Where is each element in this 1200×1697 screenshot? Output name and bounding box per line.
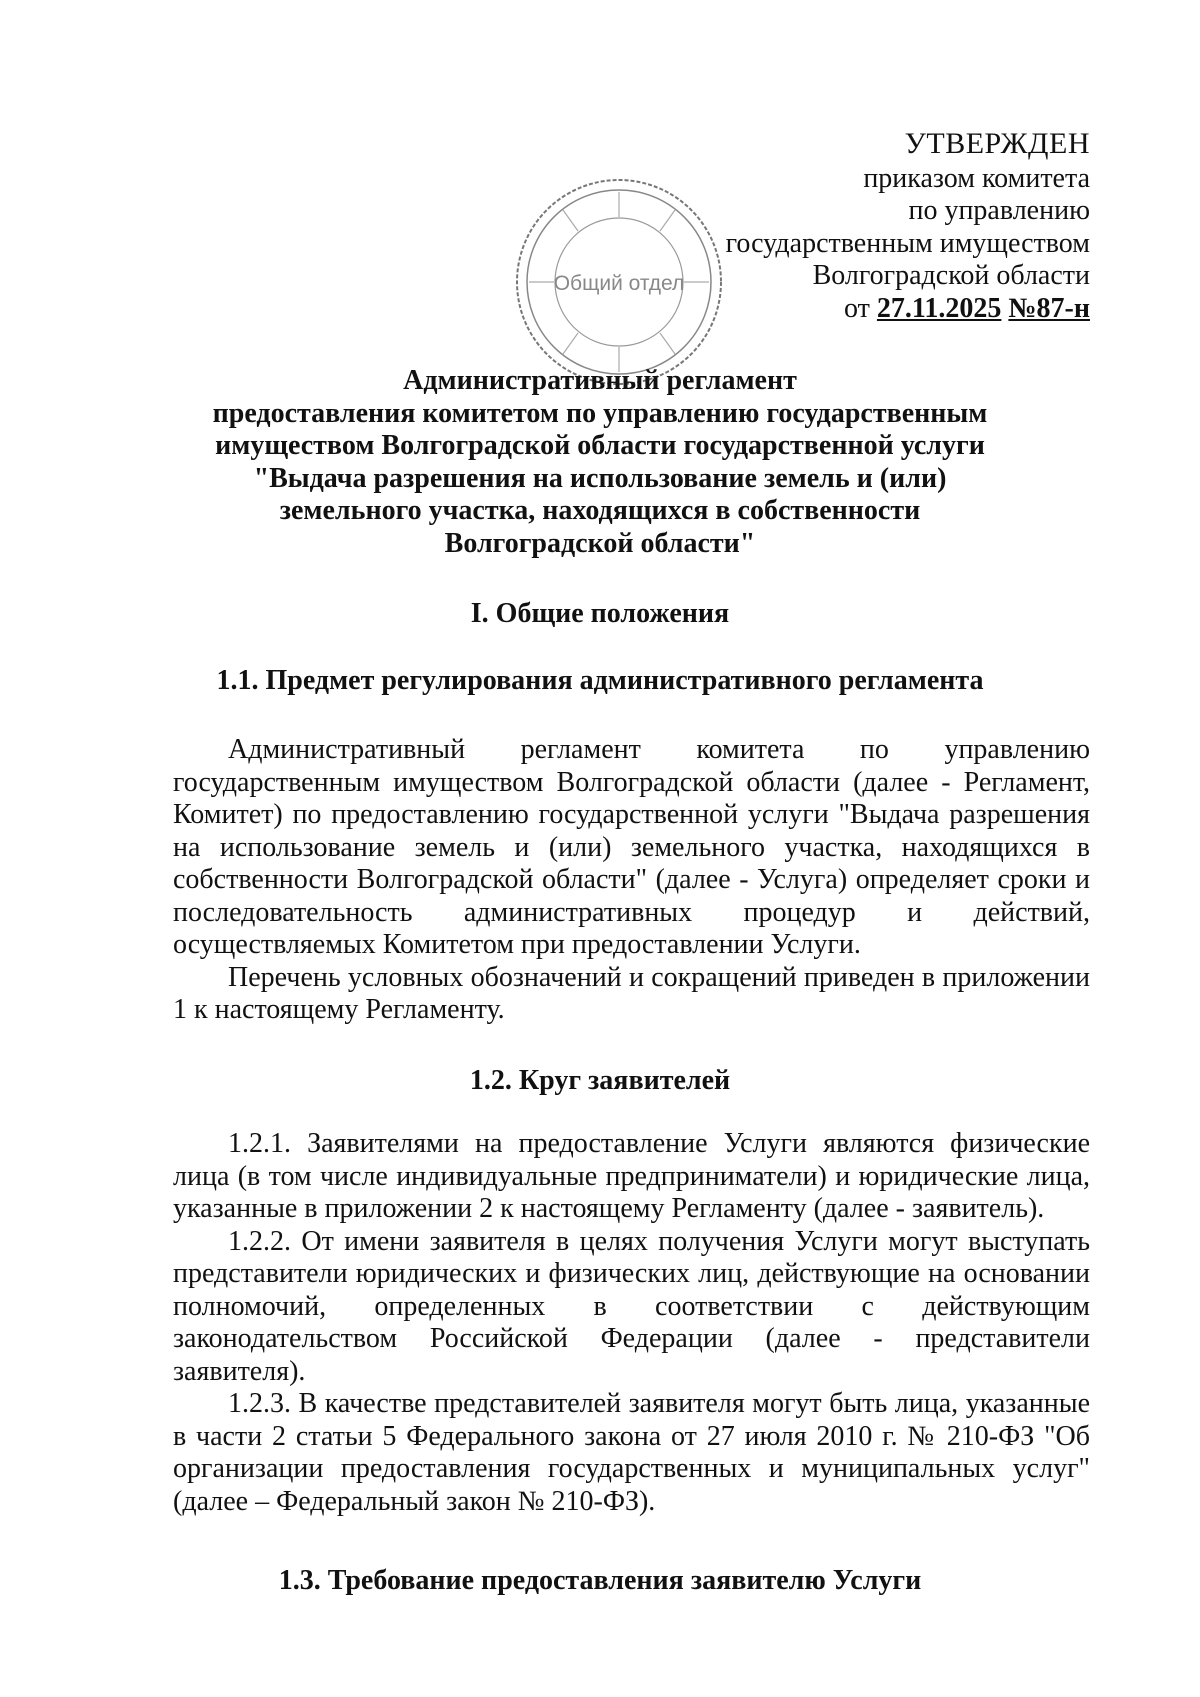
section-1-1-body (173, 734, 1090, 1027)
order-from-label: от (844, 292, 870, 324)
title-line: "Выдача разрешения на использование земель и (или) (253, 462, 947, 494)
order-line (726, 293, 1090, 326)
title-line: Административный регламент (403, 365, 797, 396)
section-heading-1: I. Общие положения (470, 598, 730, 629)
paragraph: Административный регламент комитета по управлению государственным имуществом Волгоградской области (далее - Регламент, Комитет) по предоставлению государственной услуги "Выдача разрешения на использование земель и (или) земельного участка, находящихся в собственности Волгоградской области" (далее - Услуга) определяет сроки и последовательность административных процедур и действий, осуществляемых Комитетом при предоставлении Услуги. (173, 734, 1090, 960)
order-number: 87-н (1036, 292, 1090, 324)
title-line: предоставления комитетом по управлению государственным (212, 397, 988, 429)
approval-line: по управлению (908, 195, 1090, 226)
approval-line: Волгоградской области (812, 260, 1090, 291)
paragraph: Перечень условных обозначений и сокращений приведен в приложении 1 к настоящему Регламенту. (173, 961, 1090, 1025)
approval-line: приказом комитета (863, 162, 1090, 194)
title-line: имуществом Волгоградской области государственной услуги (215, 430, 985, 461)
seal-stamp-icon (512, 175, 727, 390)
document-title (180, 365, 1020, 560)
section-heading-1-1: 1.1. Предмет регулирования административного регламента (216, 665, 984, 696)
stamp-center-text: Общий отдел (553, 272, 685, 295)
approval-line: государственным имуществом (725, 227, 1090, 259)
title-line: Волгоградской области" (444, 527, 756, 559)
section-heading-1-2: 1.2. Круг заявителей (469, 1065, 731, 1096)
paragraph: 1.2.2. От имени заявителя в целях получения Услуги могут выступать представители юридических и физических лиц, действующие на основании полномочий, определенных в соответствии с действующим законодательством Российской Федерации (далее - представители заявителя). (173, 1225, 1090, 1387)
section-heading-1-3: 1.3. Требование предоставления заявителю Услуги (278, 1565, 922, 1596)
approval-block (726, 128, 1090, 325)
paragraph: 1.2.1. Заявителями на предоставление Услуги являются физические лица (в том числе индивидуальные предприниматели) и юридические лица, указанные в приложении 2 к настоящему Регламенту (далее - заявитель). (173, 1128, 1090, 1224)
title-line: земельного участка, находящихся в собственности (279, 495, 921, 526)
order-date: 27.11.2025 (876, 292, 1002, 324)
section-1-2-body (173, 1128, 1090, 1518)
order-number-label: № (1008, 292, 1037, 324)
paragraph: 1.2.3. В качестве представителей заявителя могут быть лица, указанные в части 2 статьи 5 Федерального закона от 27 июля 2010 г. № 210-ФЗ "Об организации предоставления государственных и муниципальных услуг" (далее – Федеральный закон № 210-ФЗ). (173, 1388, 1090, 1517)
approved-label: УТВЕРЖДЕН (904, 127, 1090, 160)
